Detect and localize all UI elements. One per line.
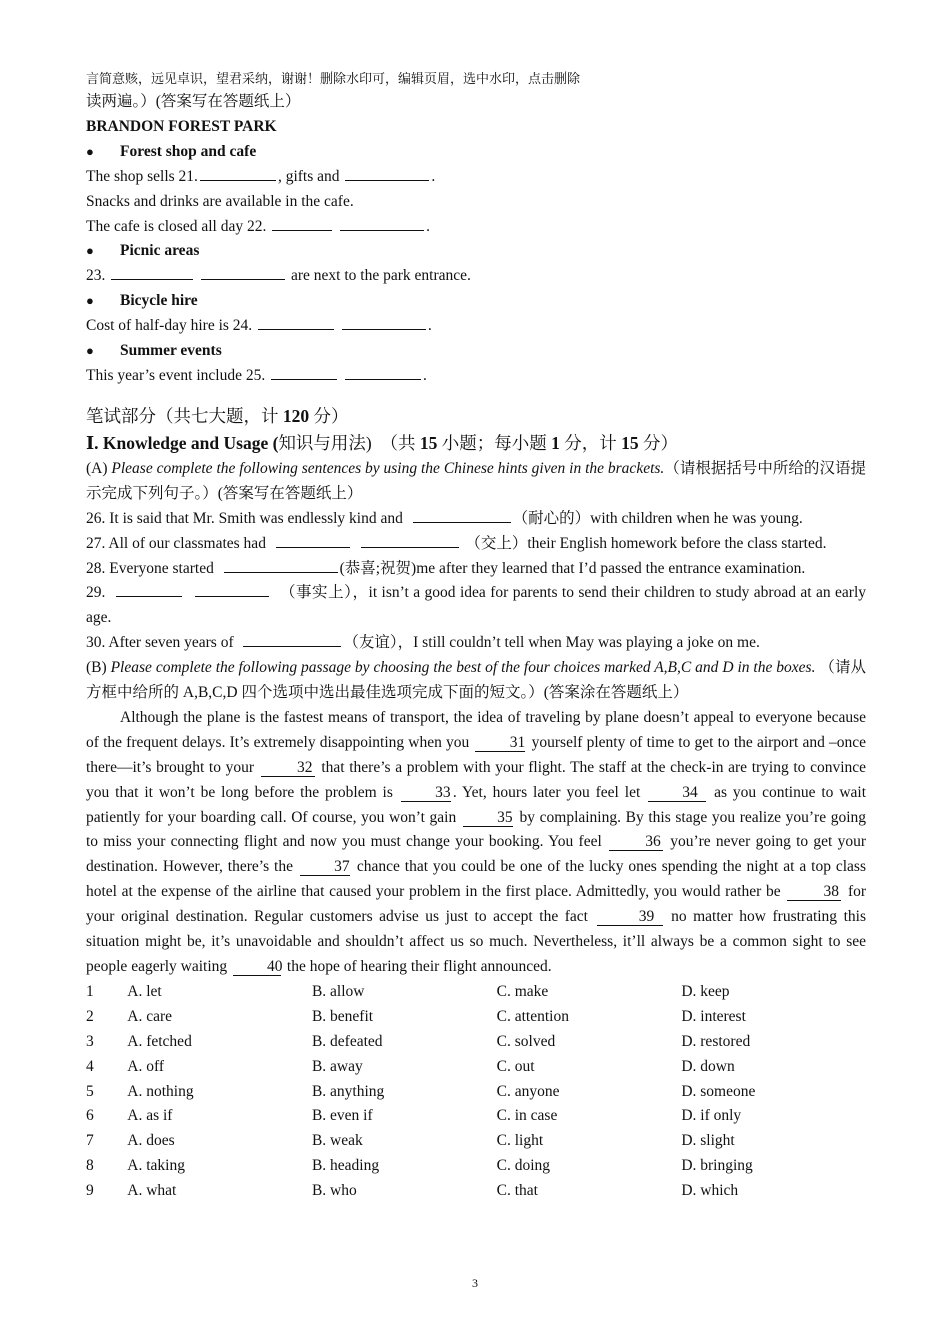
bullet-shop: ● Forest shop and cafe (86, 140, 866, 165)
option-a[interactable]: A. let (127, 982, 162, 1000)
option-d[interactable]: D. which (681, 1182, 739, 1200)
option-d[interactable]: D. if only (681, 1107, 742, 1125)
cloze-blank-38[interactable]: 38 (787, 883, 841, 901)
section-1-title: Ⅰ. Knowledge and Usage (知识与用法) （共 15 小题；每小题 1 分，计 15 分） (86, 432, 679, 453)
line-23: 23. are next to the park entrance. (86, 264, 866, 289)
cloze-blank-33[interactable]: 33 (401, 784, 451, 802)
line-24: Cost of half-day hire is 24. . (86, 314, 866, 339)
option-row: 1 A. let B. allow C. make D. keep (86, 980, 866, 1005)
answer-blank-21[interactable] (200, 165, 276, 181)
cloze-blank-35[interactable]: 35 (463, 809, 513, 827)
option-c[interactable]: C. out (496, 1057, 535, 1075)
option-b[interactable]: B. benefit (311, 1007, 374, 1025)
question-30: 30. After seven years of （友谊），I still couldn’t tell when May was playing a joke on me. (86, 631, 866, 656)
cloze-blank-31[interactable]: 31 (475, 734, 525, 752)
option-c[interactable]: C. light (496, 1132, 544, 1150)
option-a[interactable]: A. off (127, 1057, 165, 1075)
answer-blank-22a[interactable] (272, 215, 332, 231)
option-d[interactable]: D. restored (681, 1032, 751, 1050)
cloze-blank-36[interactable]: 36 (609, 833, 663, 851)
option-b[interactable]: B. anything (311, 1082, 385, 1100)
answer-blank-24b[interactable] (342, 314, 426, 330)
option-d[interactable]: D. down (681, 1057, 735, 1075)
option-row: 3 A. fetched B. defeated C. solved D. restored (86, 1030, 866, 1055)
intro-line: 读两遍。）(答案写在答题纸上） (86, 93, 301, 110)
cloze-blank-39[interactable]: 39 (597, 908, 663, 926)
answer-blank-23b[interactable] (201, 264, 285, 280)
page-number: 3 (472, 1276, 478, 1290)
option-a[interactable]: A. fetched (127, 1032, 192, 1050)
question-26: 26. It is said that Mr. Smith was endlessly kind and （耐心的）with children when he was young. (86, 507, 866, 532)
option-row: 2 A. care B. benefit C. attention D. interest (86, 1005, 866, 1030)
line-25: This year’s event include 25. . (86, 364, 866, 389)
option-row: 4 A. off B. away C. out D. down (86, 1055, 866, 1080)
answer-blank-30[interactable] (243, 631, 341, 647)
bullet-icon: ● (86, 143, 94, 159)
option-row: 7 A. does B. weak C. light D. slight (86, 1129, 866, 1154)
cloze-passage: Although the plane is the fastest means of transport, the idea of traveling by plane doesn’t appeal to everyone because of the frequent delays. It’s extremely disappointing when you 31 yourself plenty of time to get to the airport and –once there—it’s brought to your 32 that there’s a problem with your flight. The staff at the check-in are trying to convince you that it won’t be long before the problem is 33 . Yet, hours later you feel let 34 as you continue to wait patiently for your boarding call. Of course, you won’t gain 35 by complaining. By this stage you realize you’re going to miss your connecting flight and now you must change your booking. You feel 36 you’re never going to get your destination. However, there’s the 37 chance that you could be one of the lucky ones spending the night at a top class hotel at the expense of the airline that caused your problem in the first place. Admittedly, you would rather be 38 for your original destination. Regular customers advise us just to accept the fact 39 no matter how frustrating this situation might be, it’s unavoidable and shouldn’t affect us so much. Nevertheless, it’ll always be a common sight to see people eagerly waiting 40 the hope of hearing their flight announced. (86, 708, 867, 975)
option-b[interactable]: B. heading (311, 1157, 380, 1175)
cloze-blank-40[interactable]: 40 (233, 958, 281, 976)
cloze-blank-32[interactable]: 32 (261, 759, 315, 777)
option-a[interactable]: A. taking (127, 1157, 185, 1175)
question-29: 29. （事实上），it isn’t a good idea for parents to send their children to study abroad at an early age. (86, 581, 866, 631)
bullet-icon: ● (86, 343, 94, 359)
bullet-picnic: ● Picnic areas (86, 239, 866, 264)
options-table (86, 980, 866, 1204)
option-row: 8 A. taking B. heading C. doing D. bringing (86, 1154, 866, 1179)
bullet-icon: ● (86, 293, 94, 309)
option-row: 6 A. as if B. even if C. in case D. if only (86, 1104, 866, 1129)
line-22: The cafe is closed all day 22. . (86, 215, 866, 240)
option-row: 5 A. nothing B. anything C. anyone D. someone (86, 1080, 866, 1105)
answer-blank-27b[interactable] (361, 532, 459, 548)
part-b-instruction: (B) Please complete the following passage by choosing the best of the four choices marked A,B,C and D in the boxes. （请从方框中给所的 A,B,C,D 四个选项中选出最佳选项完成下面的短文。）(答案涂在答题纸上） (86, 659, 866, 702)
option-d[interactable]: D. someone (681, 1082, 756, 1100)
answer-blank-21b[interactable] (345, 165, 429, 181)
option-row: 9 A. what B. who C. that D. which (86, 1179, 866, 1204)
answer-blank-24a[interactable] (258, 314, 334, 330)
bullet-icon: ● (86, 243, 94, 259)
document-page (86, 68, 866, 1204)
watermark-text: 言简意赅，远见卓识，望君采纳，谢谢！删除水印可，编辑页眉，选中水印，点击删除 (86, 71, 581, 86)
answer-blank-26[interactable] (413, 507, 511, 523)
option-a[interactable]: A. care (127, 1007, 173, 1025)
answer-blank-22b[interactable] (340, 215, 424, 231)
option-b[interactable]: B. weak (311, 1132, 363, 1150)
question-27: 27. All of our classmates had （交上）their English homework before the class started. (86, 532, 866, 557)
option-d[interactable]: D. bringing (681, 1157, 753, 1175)
answer-blank-25b[interactable] (345, 364, 421, 380)
option-d[interactable]: D. slight (681, 1132, 735, 1150)
option-a[interactable]: A. nothing (127, 1082, 194, 1100)
option-c[interactable]: C. solved (496, 1032, 556, 1050)
answer-blank-29a[interactable] (116, 581, 182, 597)
option-c[interactable]: C. anyone (496, 1082, 560, 1100)
option-a[interactable]: A. does (127, 1132, 175, 1150)
option-c[interactable]: C. that (496, 1182, 538, 1200)
answer-blank-27a[interactable] (276, 532, 350, 548)
option-b[interactable]: B. even if (311, 1107, 373, 1125)
bullet-summer: ● Summer events (86, 339, 866, 364)
line-21: The shop sells 21. , gifts and . (86, 165, 866, 190)
option-c[interactable]: C. in case (496, 1107, 558, 1125)
option-a[interactable]: A. what (127, 1182, 177, 1200)
option-c[interactable]: C. make (496, 982, 549, 1000)
option-b[interactable]: B. defeated (311, 1032, 383, 1050)
cloze-blank-34[interactable]: 34 (648, 784, 706, 802)
option-d[interactable]: D. keep (681, 982, 730, 1000)
bullet-bicycle: ● Bicycle hire (86, 289, 866, 314)
written-part-title: 笔试部分（共七大题，计 120 分） (86, 405, 349, 426)
option-c[interactable]: C. doing (496, 1157, 551, 1175)
cloze-blank-37[interactable]: 37 (300, 858, 350, 876)
option-d[interactable]: D. interest (681, 1007, 746, 1025)
question-28: 28. Everyone started (恭喜;祝贺)me after they learned that I’d passed the entrance examination. (86, 557, 866, 582)
option-c[interactable]: C. attention (496, 1007, 569, 1025)
option-a[interactable]: A. as if (127, 1107, 173, 1125)
listening-heading: BRANDON FOREST PARK (86, 117, 277, 135)
option-b[interactable]: B. allow (311, 982, 365, 1000)
part-a-instruction: (A) Please complete the following sentences by using the Chinese hints given in the brackets.（请根据括号中所给的汉语提示完成下列句子。）(答案写在答题纸上） (86, 459, 866, 502)
option-b[interactable]: B. who (311, 1182, 357, 1200)
snacks-line: Snacks and drinks are available in the cafe. (86, 192, 354, 210)
answer-blank-25a[interactable] (271, 364, 337, 380)
answer-blank-28[interactable] (224, 557, 338, 573)
option-b[interactable]: B. away (311, 1057, 363, 1075)
answer-blank-23a[interactable] (111, 264, 193, 280)
answer-blank-29b[interactable] (195, 581, 269, 597)
